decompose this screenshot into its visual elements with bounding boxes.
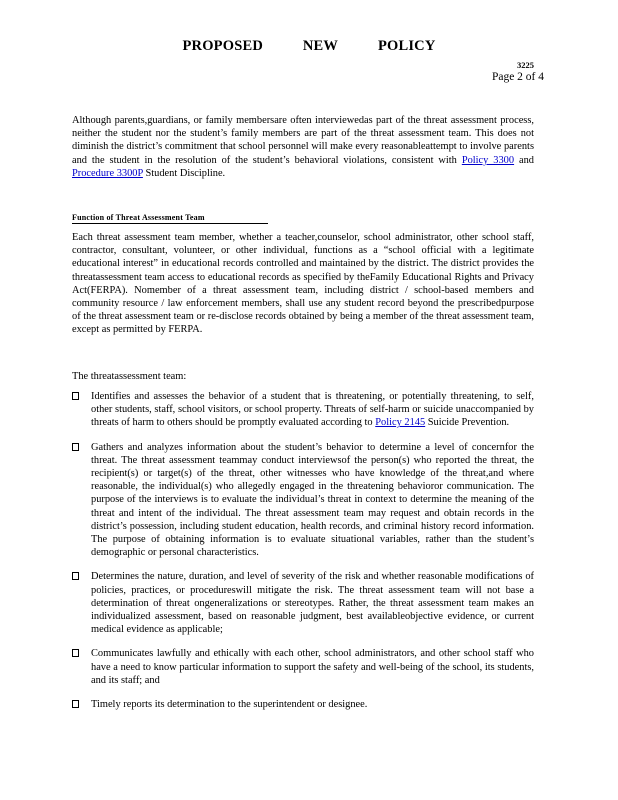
title-word-policy: POLICY <box>377 38 436 54</box>
bullet-text: Timely reports its determination to the superintendent or designee. <box>91 699 368 711</box>
checkbox-bullet-icon <box>72 392 79 400</box>
function-paragraph: Each threat assessment team member, whether a teacher,counselor, school administrator, other school staff, contractor, consultant, volunteer, or other individual, functions as a “school official with a legitimate educational interest” in educational records controlled and maintained by the district. The district provides the threatassessment team access to educational records as specified by theFamily Educational Rights and Privacy Act(FERPA). Nomember of a threat assessment team, including district / school-based members and community resource / law enforcement members, shall use any student record beyond the prescribedpurpose of the threat assessment team or re-disclose records obtained by being a member of the threat assessment team, except as permitted by FERPA. <box>72 232 534 336</box>
checkbox-bullet-icon <box>72 649 79 657</box>
intro-end-text: Student Discipline. <box>142 167 226 179</box>
document-title <box>0 38 618 55</box>
policy-3300-link[interactable]: Policy 3300 <box>461 154 515 166</box>
list-item <box>72 698 534 711</box>
checkbox-bullet-icon <box>72 572 79 580</box>
policy-2145-link[interactable]: Policy 2145 <box>375 417 426 429</box>
list-item <box>72 441 534 560</box>
team-duties-list <box>72 390 534 711</box>
page-indicator: Page 2 of 4 <box>491 71 544 83</box>
intro-paragraph <box>72 114 534 180</box>
bullet-text: Determines the nature, duration, and level of severity of the risk and whether reasonable modifications of policies, practices, or procedureswill mitigate the risk. The threat assessment team will not base a determination of threat ongeneralizations or stereotypes. Rather, the threat assessment team makes an individualized assessment, based on reasonable judgment, best availableobjective evidence, or current medical evidence as applicable; <box>91 571 534 636</box>
title-word-proposed: PROPOSED <box>182 38 264 54</box>
bullet-text-end: Suicide Prevention. <box>425 417 510 429</box>
checkbox-bullet-icon <box>72 700 79 708</box>
team-lead-in: The threatassessment team: <box>72 371 187 382</box>
intro-text: Although parents,guardians, or family membersare often interviewedas part of the threat assessment process, neither the student nor the student’s family members are part of the threat assessment team. This does not diminish the district’s commitment that school personnel will make every reasonableattempt to involve parents and the student in the resolution of the student’s behavioral violations, consistent with <box>72 115 534 166</box>
intro-and: and <box>514 154 535 166</box>
policy-number: 3225 <box>517 60 534 70</box>
list-item <box>72 390 534 430</box>
title-word-new: NEW <box>302 38 339 54</box>
section-heading: Function of Threat Assessment Team <box>72 213 268 224</box>
list-item <box>72 570 534 636</box>
list-item <box>72 647 534 687</box>
bullet-text: Gathers and analyzes information about the student’s behavior to determine a level of concernfor the threat. The threat assessment teammay conduct interviewsof the person(s) who reported the threat, the recipient(s) or target(s) of the threat, other witnesses who have knowledge of the threat,and where reasonable, the individual(s) who allegedly engaged in the threatening behavioror communication. The purpose of the interviews is to evaluate the individual’s threat in context to determine the meaning of the threat and intent of the individual. The threat assessment team may request and obtain records in the district’s possession, including student education, health records, and criminal history record information. The purpose of obtaining information is to evaluate situational variables, rather than the student’s demographic or personal characteristics. <box>91 441 534 559</box>
checkbox-bullet-icon <box>72 443 79 451</box>
procedure-3300p-link[interactable]: Procedure 3300P <box>72 167 143 179</box>
bullet-text: Identifies and assesses the behavior of a student that is threatening, or potentially threatening, to self, other students, staff, school visitors, or school property. Threats of self-harm or suicide unaccompanied by threats of harm to others should be promptly evaluated according to <box>91 391 534 429</box>
bullet-text: Communicates lawfully and ethically with each other, school administrators, and other school staff who have a need to know particular information to support the safety and well-being of the school, its students, and its staff; and <box>91 648 534 686</box>
